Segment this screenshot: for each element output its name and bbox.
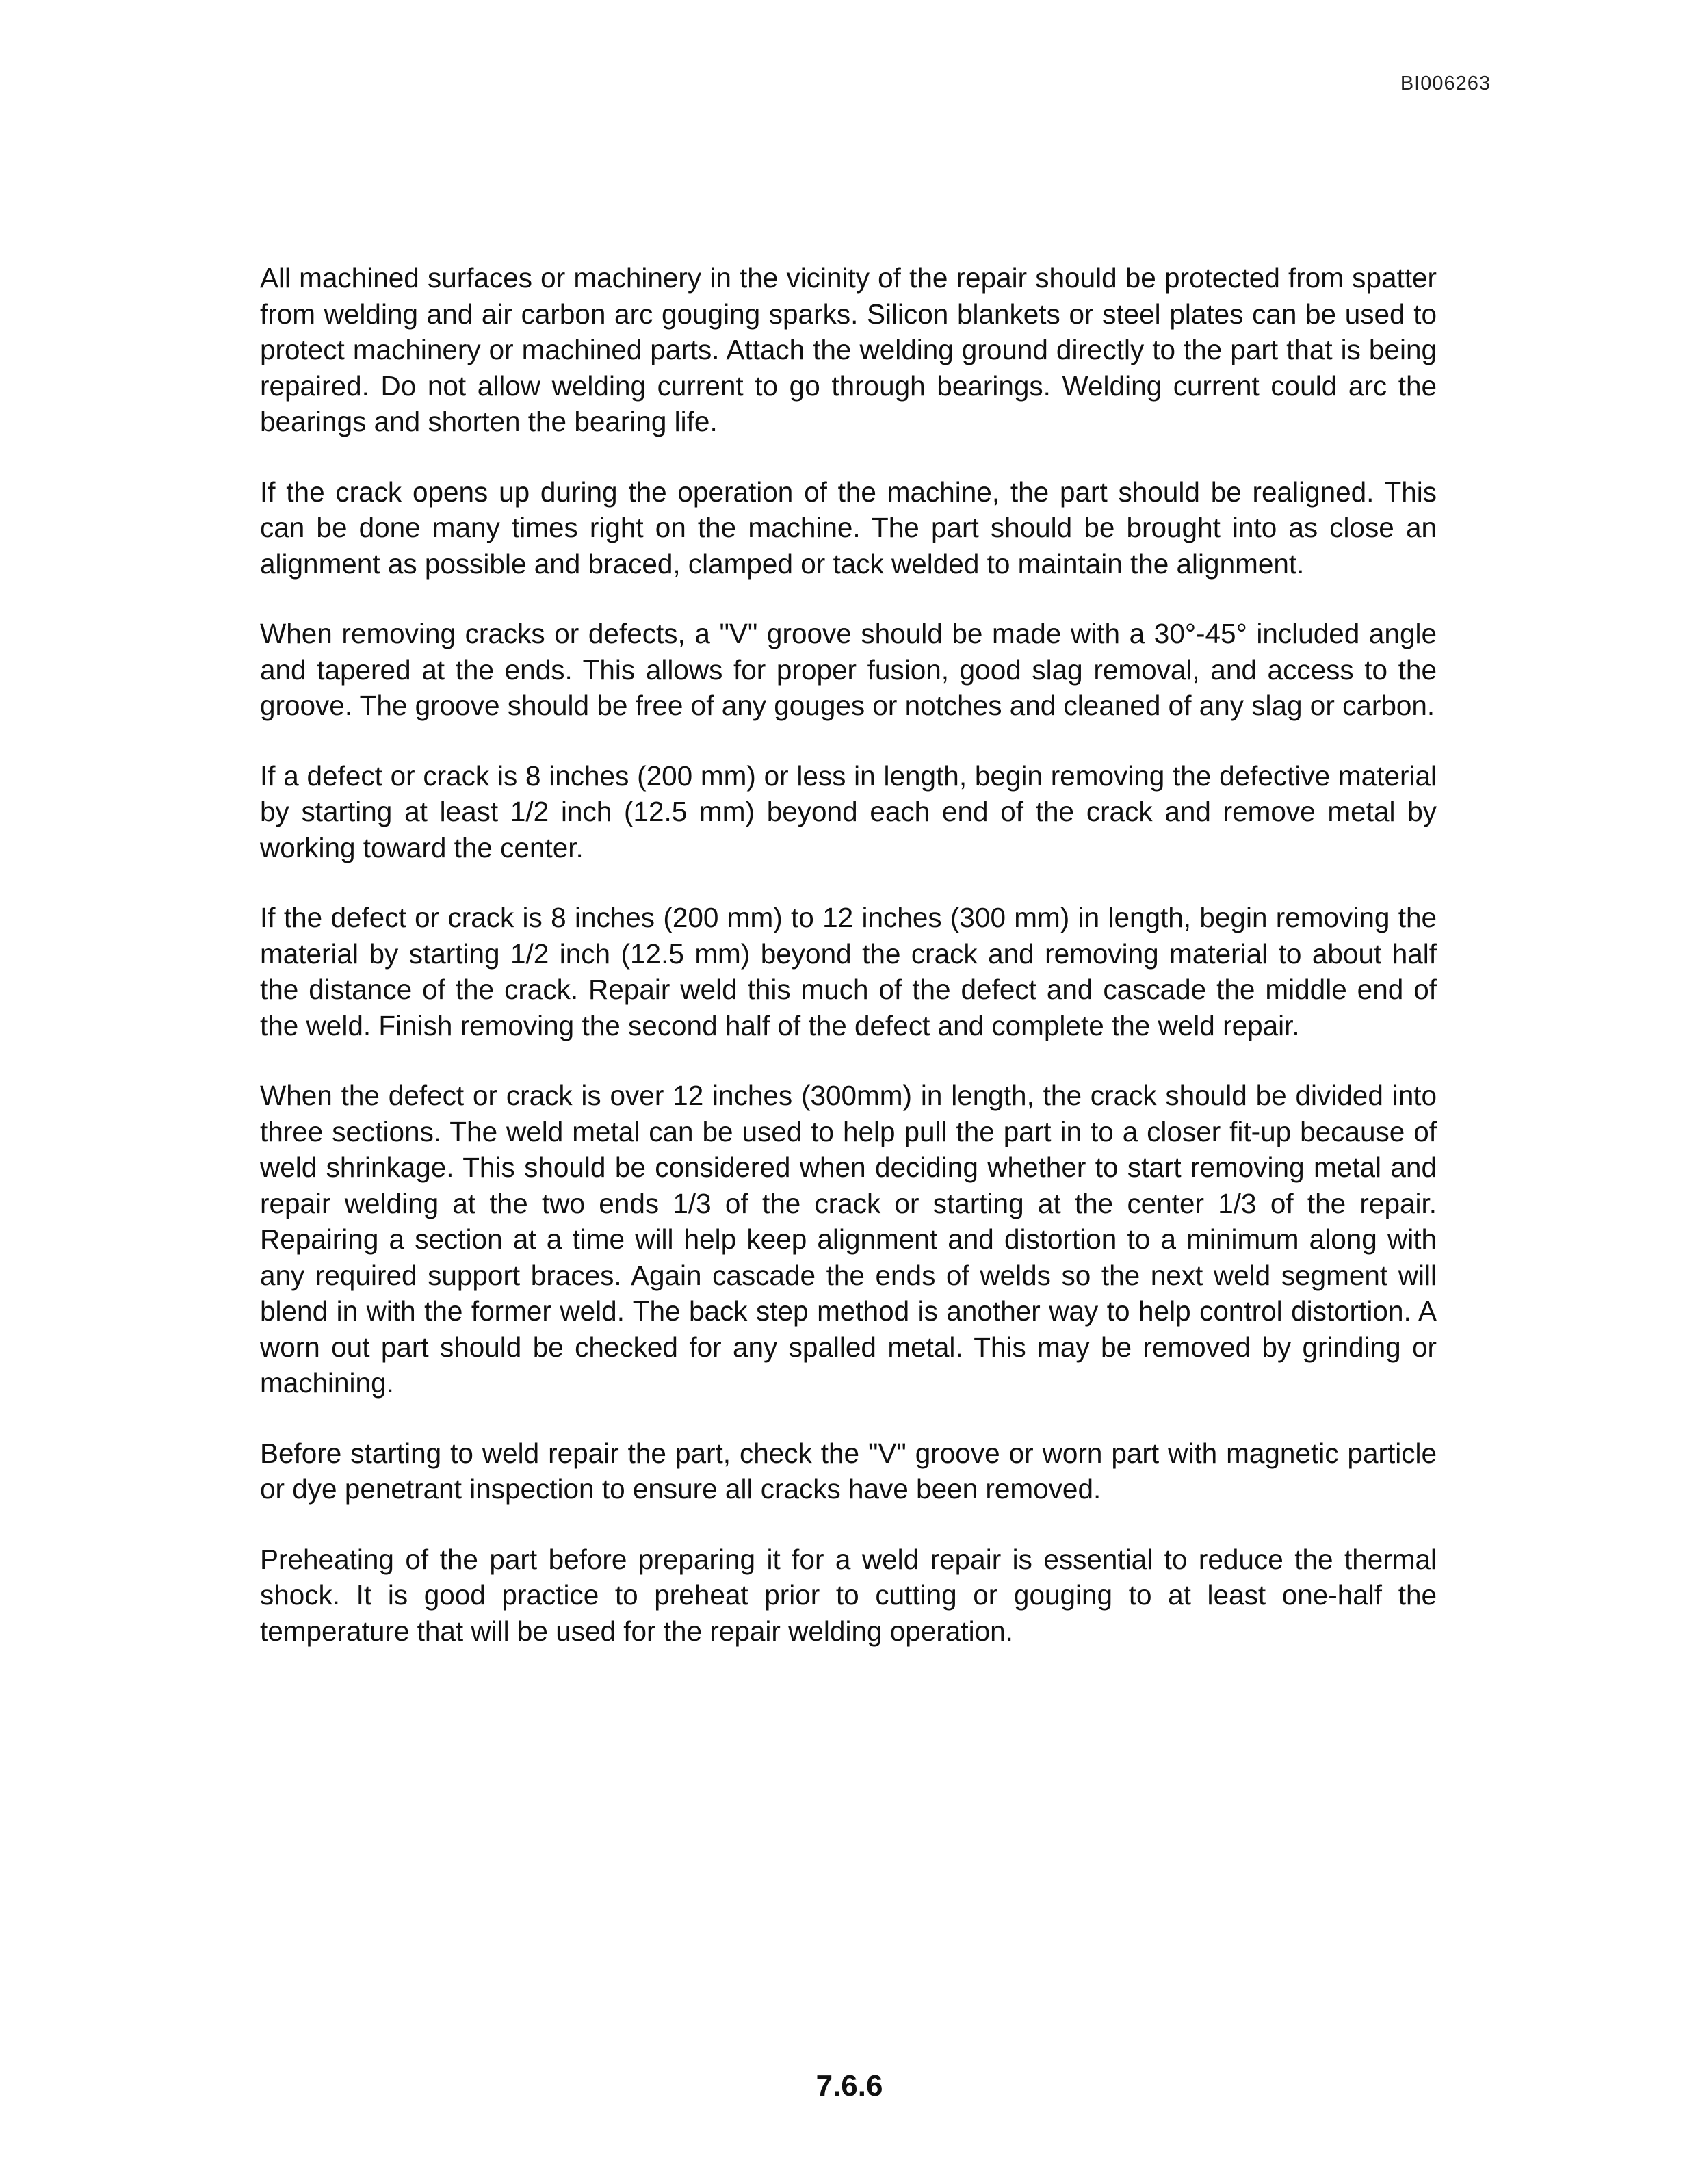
paragraph-protection: All machined surfaces or machinery in the vicinity of the repair should be protected from spatter from welding and air carbon arc gouging sparks. Silicon blankets or steel plates can be used to protect machinery or machined parts. Attach the welding ground directly to the part that is being repaired. Do not allow welding current to go through bearings. Welding current could arc the bearings and shorten the bearing life. [260,262,1437,437]
page-id: BI006263 [1400,73,1491,94]
paragraph-inspection: Before starting to weld repair the part, check the "V" groove or worn part with magnetic particle or dye penetrant inspection to ensure all cracks have been removed. [260,1437,1437,1505]
paragraph-realignment: If the crack opens up during the operation of the machine, the part should be realigned. This can be done many times right on the machine. The part should be brought into as close an alignment as possible and braced, clamped or tack welded to maintain the alignment. [260,476,1437,580]
page-number [0,2069,1696,2103]
paragraph-short-crack: If a defect or crack is 8 inches (200 mm) or less in length, begin removing the defective material by starting at least 1/2 inch (12.5 mm) beyond each end of the crack and remove metal by working toward the center. [260,759,1437,863]
paragraph-preheating: Preheating of the part before preparing it for a weld repair is essential to reduce the thermal shock. It is good practice to preheat prior to cutting or gouging to at least one-half the temperature that will be used for the repair welding operation. [260,1543,1437,1647]
paragraph-long-crack: When the defect or crack is over 12 inches (300mm) in length, the crack should be divided into three sections. The weld metal can be used to help pull the part in to a closer fit-up because of weld shrinkage. This should be considered when deciding whether to start removing metal and repair welding at the two ends 1/3 of the crack or starting at the center 1/3 of the repair. Repairing a section at a time will help keep alignment and distortion to a minimum along with any required support braces. Again cascade the ends of welds so the next weld segment will blend in with the former weld. The back step method is another way to help control distortion. A worn out part should be checked for any spalled metal. This may be removed by grinding or machining. [260,1080,1437,1399]
paragraph-medium-crack: If the defect or crack is 8 inches (200 mm) to 12 inches (300 mm) in length, begin removing the material by starting 1/2 inch (12.5 mm) beyond the crack and removing material to about half the distance of the crack. Repair weld this much of the defect and cascade the middle end of the weld. Finish removing the second half of the defect and complete the weld repair. [260,902,1437,1041]
document-body [260,260,1437,1683]
page-number-text: 7.6.6 [816,2069,883,2103]
paragraph-v-groove: When removing cracks or defects, a "V" groove should be made with a 30°-45° included angle and tapered at the ends. This allows for proper fusion, good slag removal, and access to the groove. The groove should be free of any gouges or notches and cleaned of any slag or carbon. [260,618,1437,721]
